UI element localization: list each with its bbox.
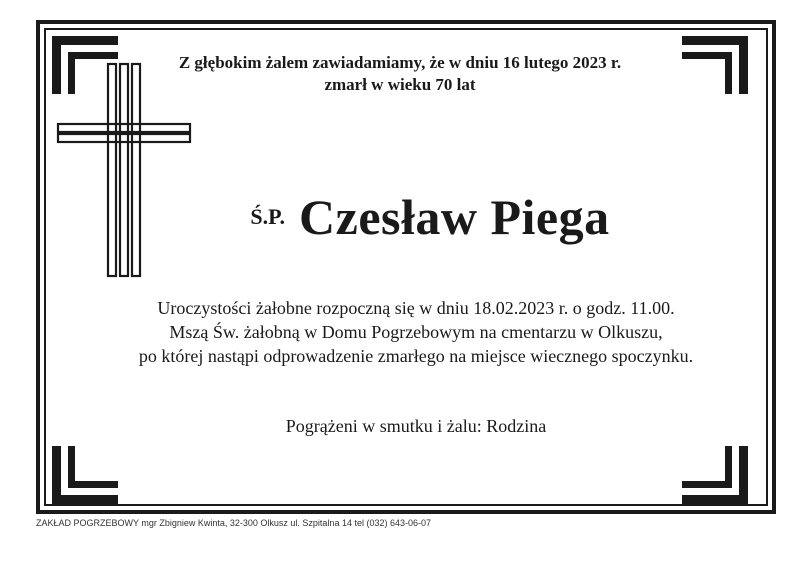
name-prefix: Ś.P. — [250, 204, 286, 229]
ceremony-details — [16, 296, 800, 368]
deceased-name: Czesław Piega — [299, 189, 610, 245]
ceremony-line-1: Uroczystości żałobne rozpoczną się w dniu 18.02.2023 r. o godz. 11.00. — [157, 298, 675, 318]
ceremony-line-2: Mszą Św. żałobną w Domu Pogrzebowym na cmentarzu w Olkuszu, — [169, 322, 663, 342]
funeral-home-footer: ZAKŁAD POGRZEBOWY mgr Zbigniew Kwinta, 32-300 Olkusz ul. Szpitalna 14 tel (032) 643-06-07 — [36, 518, 432, 528]
deceased-heading — [130, 188, 730, 246]
ceremony-line-3: po której nastąpi odprowadzenie zmarłego na miejsce wiecznego spoczynku. — [138, 346, 694, 366]
intro-line-1: Z głębokim żalem zawiadamiamy, że w dniu 16 lutego 2023 r. — [178, 53, 622, 72]
mourners-line: Pogrążeni w smutku i żalu: Rodzina — [285, 416, 547, 436]
announcement-intro — [0, 52, 800, 96]
intro-line-2: zmarł w wieku 70 lat — [324, 75, 476, 94]
